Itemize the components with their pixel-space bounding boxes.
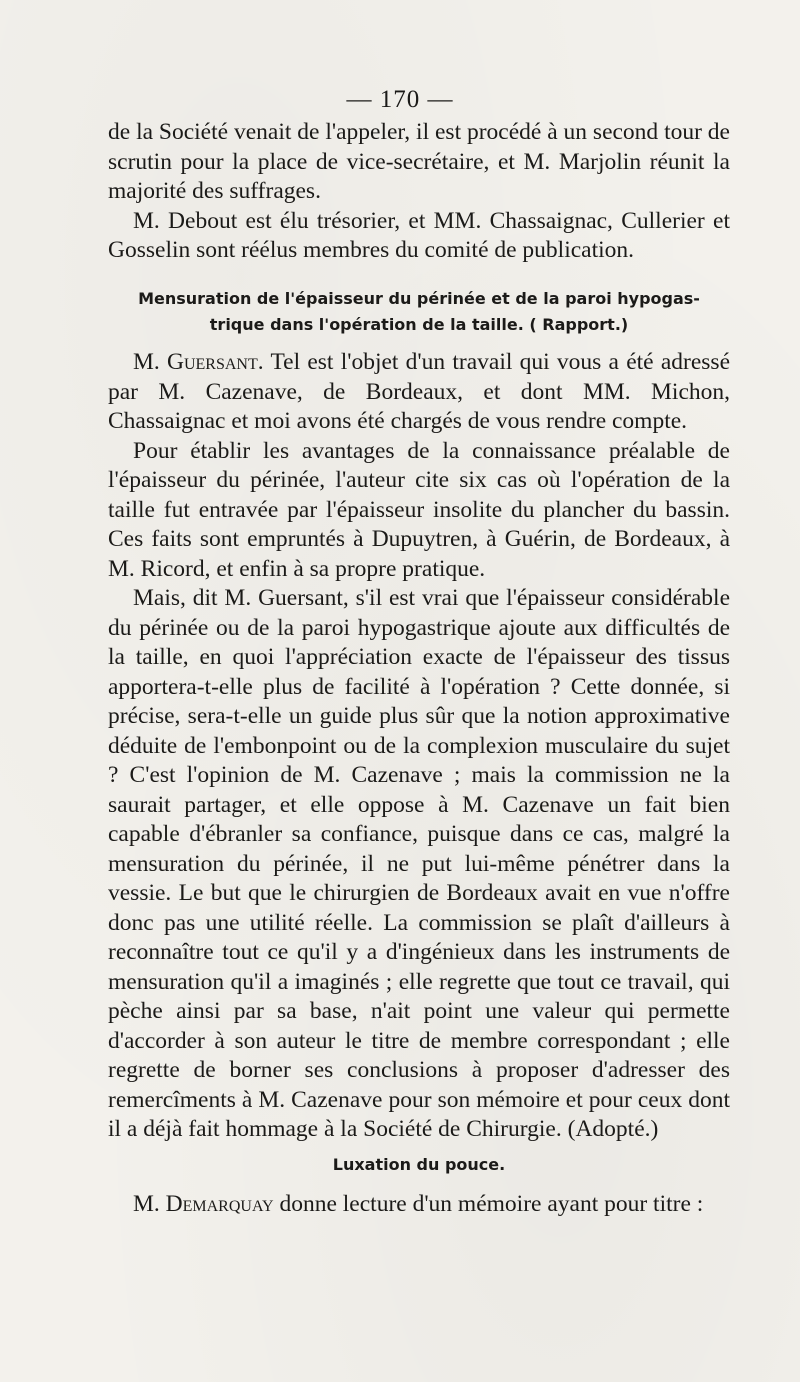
paragraph: de la Société venait de l'appeler, il est procédé à un second tour de scrutin pour la place de vice-secrétaire, et M. Marjolin réunit la majorité des suffrages. <box>108 119 730 204</box>
heading-line: trique dans l'opération de la taille. ( Rapport.) <box>209 315 629 334</box>
speaker-name: M. Guersant. <box>133 349 264 375</box>
paragraph-text: Tel est l'objet d'un travail qui vous a été adressé par M. Cazenave, de Bordeaux, et dont MM. Michon, Chassaignac et moi avons été chargés de vous rendre compte. <box>108 349 730 434</box>
paragraph: Mais, dit M. Guersant, s'il est vrai que l'épaisseur considérable du périnée ou de la paroi hypogastrique ajoute aux difficultés de la taille, en quoi l'appréciation exacte de l'épaisseur des tissus apportera-t-elle plus de facilité à l'opération ? Cette donnée, si précise, sera-t-elle un guide plus sûr que la notion approximative déduite de l'embonpoint ou de la complexion musculaire du sujet ? C'est l'opinion de M. Cazenave ; mais la commission ne la saurait partager, et elle oppose à M. Cazenave un fait bien capable d'ébranler sa confiance, puisque dans ce cas, malgré la mensuration du périnée, il ne put lui-même pénétrer dans la vessie. Le but que le chirurgien de Bordeaux avait en vue n'offre donc pas une utilité réelle. La commission se plaît d'ailleurs à reconnaître tout ce qu'il y a d'ingénieux dans les instruments de mensuration qu'il a imaginés ; elle regrette que tout ce travail, qui pèche ainsi par sa base, n'ait point une valeur qui permette d'accorder à son auteur le titre de membre correspondant ; elle regrette de borner ses conclusions à proposer d'adresser des remercîments à M. Cazenave pour son mémoire et pour ceux dont il a déjà fait hommage à la Société de Chirurgie. (Adopté.) <box>108 585 730 1142</box>
demarquay-text <box>108 1190 730 1220</box>
section-heading-mensuration <box>108 286 730 338</box>
paragraph: M. Debout est élu trésorier, et MM. Chassaignac, Cullerier et Gosselin sont réélus membres du comité de publication. <box>108 207 730 263</box>
page-number: — 170 — <box>346 86 454 113</box>
paragraph <box>108 1190 730 1220</box>
paragraph <box>108 348 730 437</box>
paragraph-text: donne lecture d'un mémoire ayant pour titre : <box>273 1191 704 1217</box>
paragraph: Pour établir les avantages de la connaissance préalable de l'épaisseur du périnée, l'auteur cite six cas où l'opération de la taille fut entravée par l'épaisseur insolite du plancher du bassin. Ces faits sont empruntés à Dupuytren, à Guérin, de Bordeaux, à M. Ricord, et enfin à sa propre pratique. <box>108 437 730 582</box>
rapport-text <box>108 348 730 1145</box>
election-results-text <box>108 118 730 266</box>
heading-line: Mensuration de l'épaisseur du périnée et de la paroi hypogas- <box>138 289 700 308</box>
section-heading-luxation: Luxation du pouce. <box>332 1155 506 1174</box>
speaker-name: M. Demarquay <box>133 1191 274 1217</box>
